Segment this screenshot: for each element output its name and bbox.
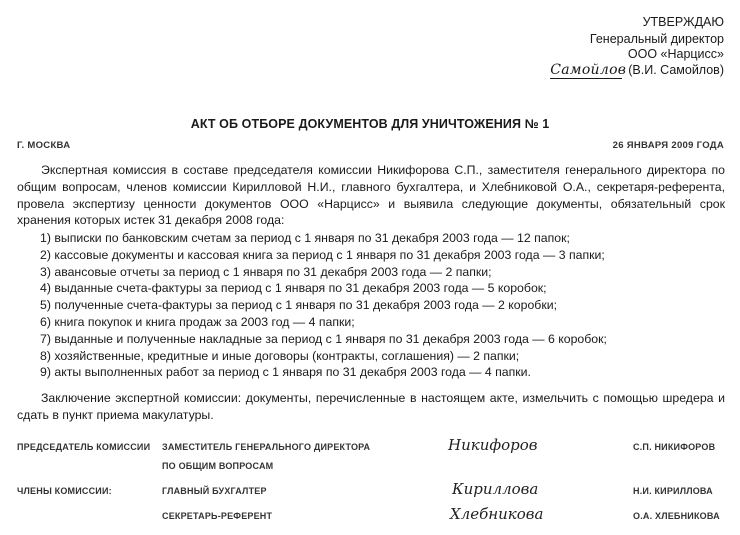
list-item: 3) авансовые отчеты за период с 1 января по 31 декабря 2003 года — 2 папки;	[40, 264, 492, 279]
approver-name: (В.И. Самойлов)	[628, 63, 724, 77]
member2-name: О.А. ХЛЕБНИКОВА	[633, 511, 720, 521]
document-title: АКТ ОБ ОТБОРЕ ДОКУМЕНТОВ ДЛЯ УНИЧТОЖЕНИЯ № 1	[190, 117, 550, 131]
list-item: 8) хозяйственные, кредитные и иные договоры (контракты, соглашения) — 2 папки;	[40, 348, 520, 363]
list-item: 7) выданные и полученные накладные за период с 1 января по 31 декабря 2003 года — 6 коробок;	[40, 331, 607, 346]
chair-label: ПРЕДСЕДАТЕЛЬ КОМИССИИ	[17, 442, 151, 452]
approval-signature-line	[550, 62, 724, 79]
list-item: 1) выписки по банковским счетам за период с 1 января по 31 декабря 2003 года — 12 папок;	[40, 231, 570, 245]
conclusion-text: Заключение экспертной комиссии: документы, перечисленные в настоящем акте, измельчить с помощью шредера и сдать в пункт приема макулатуры.	[17, 391, 725, 422]
document-date: 26 ЯНВАРЯ 2009 ГОДА	[612, 140, 724, 151]
member1-name: Н.И. КИРИЛЛОВА	[633, 486, 713, 496]
documents-list	[40, 230, 607, 381]
list-item: 9) акты выполненных работ за период с 1 января по 31 декабря 2003 года — 4 папки.	[40, 365, 531, 380]
members-label: ЧЛЕНЫ КОМИССИИ:	[17, 486, 112, 496]
approver-position: Генеральный директор	[589, 32, 724, 46]
list-item: 2) кассовые документы и кассовая книга за период с 1 января по 31 декабря 2003 года — 3 папки;	[40, 247, 605, 262]
list-item: 6) книга покупок и книга продаж за 2003 год — 4 папки;	[40, 314, 355, 329]
member1-position: ГЛАВНЫЙ БУХГАЛТЕР	[162, 486, 267, 496]
list-item: 4) выданные счета-фактуры за период с 1 января по 31 декабря 2003 года — 5 коробок;	[40, 281, 547, 296]
conclusion-paragraph	[17, 390, 725, 424]
approver-signature: Самойлов	[550, 62, 627, 78]
chair-name: С.П. НИКИФОРОВ	[633, 442, 716, 452]
chair-signature: Никифоров	[448, 436, 538, 454]
member2-position: СЕКРЕТАРЬ-РЕФЕРЕНТ	[162, 511, 273, 521]
document-place: Г. МОСКВА	[17, 140, 71, 151]
member1-signature: Кириллова	[452, 480, 539, 498]
list-item: 5) полученные счета-фактуры за период с 1 января по 31 декабря 2003 года — 2 коробки;	[40, 298, 558, 313]
intro-text: Экспертная комиссия в составе председателя комиссии Никифорова С.П., заместителя генерального директора по общим вопросам, членов комиссии Кирилловой Н.И., главного бухгалтера, и Хлебниковой О.А., секретаря-референта, провела экспертизу ценности документов ООО «Нарцисс» и выявила следующие документы, обязательный срок хранения которых истек 31 декабря 2008 года:	[17, 163, 725, 228]
member2-signature: Хлебникова	[450, 505, 544, 523]
approver-company: ООО «Нарцисс»	[627, 47, 724, 61]
chair-position-line1: ЗАМЕСТИТЕЛЬ ГЕНЕРАЛЬНОГО ДИРЕКТОРА	[162, 442, 371, 452]
intro-paragraph	[17, 162, 725, 229]
chair-position-line2: ПО ОБЩИМ ВОПРОСАМ	[162, 461, 274, 471]
approve-label: УТВЕРЖДАЮ	[642, 15, 724, 29]
